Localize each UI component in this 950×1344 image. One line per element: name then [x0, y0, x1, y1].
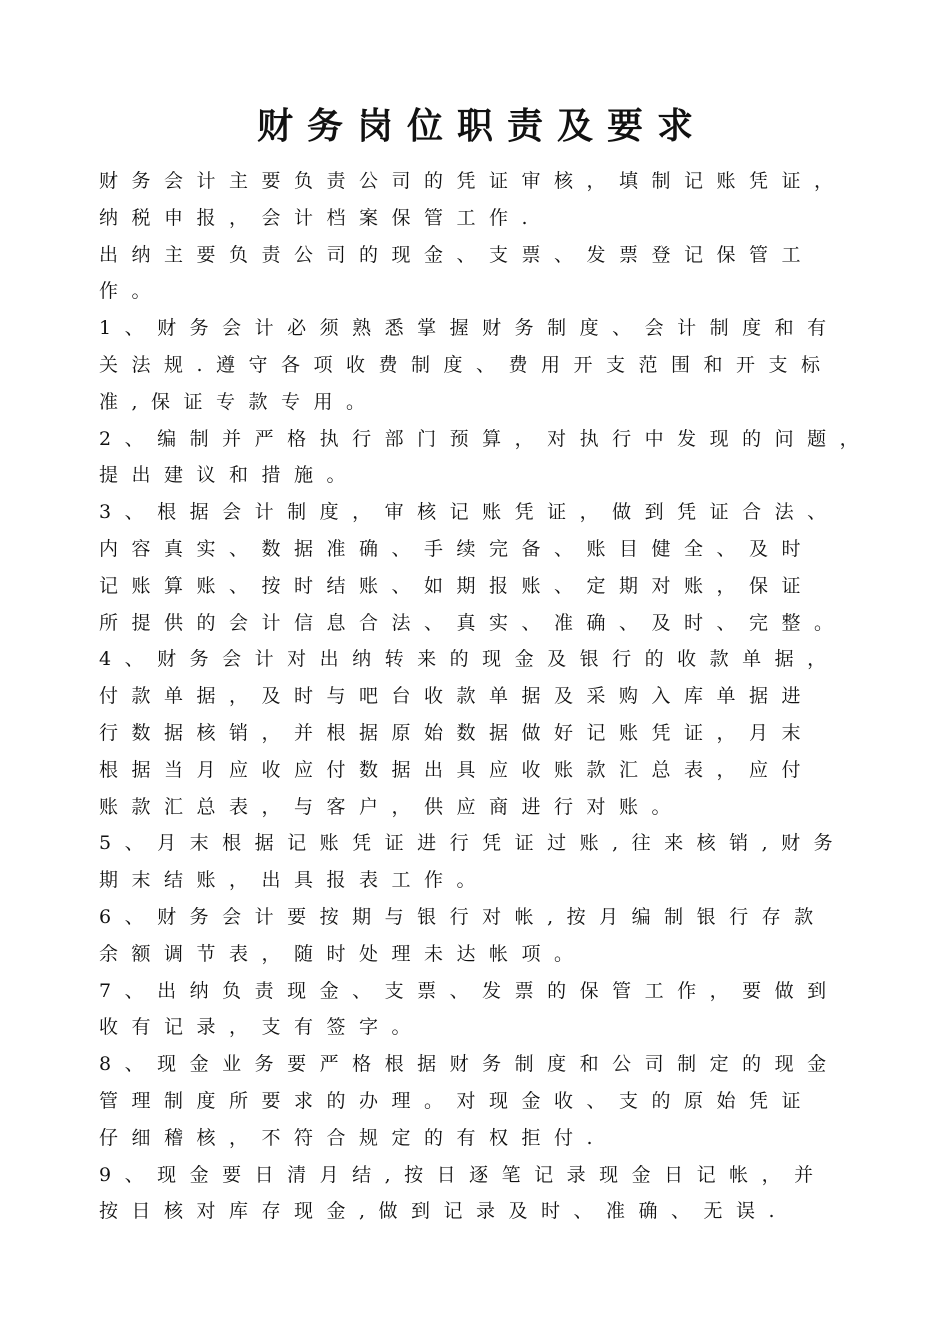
body-line: 余额调节表，随时处理未达帐项。 [99, 942, 587, 965]
body-line: 收有记录，支有签字。 [99, 1016, 425, 1039]
body-line: 财务会计主要负责公司的凭证审核，填制记账凭证， [99, 170, 847, 192]
body-line: 2、编制并严格执行部门预算，对执行中发现的问题， [99, 427, 873, 450]
body-line: 账款汇总表，与客户，供应商进行对账。 [99, 795, 685, 818]
body-line: 纳税申报，会计档案保管工作. [99, 206, 542, 229]
body-line: 根据当月应收应付数据出具应收账款汇总表，应付 [99, 758, 815, 781]
body-line: 准,保证专款专用。 [99, 390, 379, 413]
body-line: 3、根据会计制度，审核记账凭证，做到凭证合法、 [99, 501, 840, 524]
body-line: 记账算账、按时结账、如期报账、定期对账，保证 [99, 574, 815, 597]
body-line: 内容真实、数据准确、手续完备、账目健全、及时 [99, 537, 815, 560]
document-body [99, 163, 873, 1230]
body-line: 6、财务会计要按期与银行对帐,按月编制银行存款 [99, 905, 827, 928]
body-line: 4、财务会计对出纳转来的现金及银行的收款单据， [99, 648, 840, 671]
body-line: 7、出纳负责现金、支票、发票的保管工作，要做到 [99, 979, 840, 1002]
body-line: 提出建议和措施。 [99, 464, 360, 487]
body-line: 8、现金业务要严格根据财务制度和公司制定的现金 [99, 1053, 840, 1076]
body-line: 作。 [99, 280, 165, 303]
body-line: 期末结账，出具报表工作。 [99, 869, 490, 892]
body-line: 按日核对库存现金,做到记录及时、准确、无误. [99, 1200, 789, 1223]
body-line: 管理制度所要求的办理。对现金收、支的原始凭证 [99, 1089, 815, 1112]
body-line: 5、月末根据记账凭证进行凭证过账,往来核销,财务 [99, 832, 847, 855]
body-line: 出纳主要负责公司的现金、支票、发票登记保管工 [99, 243, 815, 266]
body-line: 所提供的会计信息合法、真实、准确、及时、完整。 [99, 611, 847, 634]
body-line: 行数据核销，并根据原始数据做好记账凭证，月末 [99, 721, 815, 744]
body-line: 仔细稽核，不符合规定的有权拒付. [99, 1126, 607, 1149]
body-line: 关法规.遵守各项收费制度、费用开支范围和开支标 [99, 353, 834, 376]
body-line: 付款单据，及时与吧台收款单据及采购入库单据进 [99, 685, 815, 708]
body-line: 1、财务会计必须熟悉掌握财务制度、会计制度和有 [99, 317, 840, 340]
body-line: 9、现金要日清月结,按日逐笔记录现金日记帐，并 [99, 1163, 827, 1186]
document-title: 财务岗位职责及要求 [256, 105, 707, 147]
